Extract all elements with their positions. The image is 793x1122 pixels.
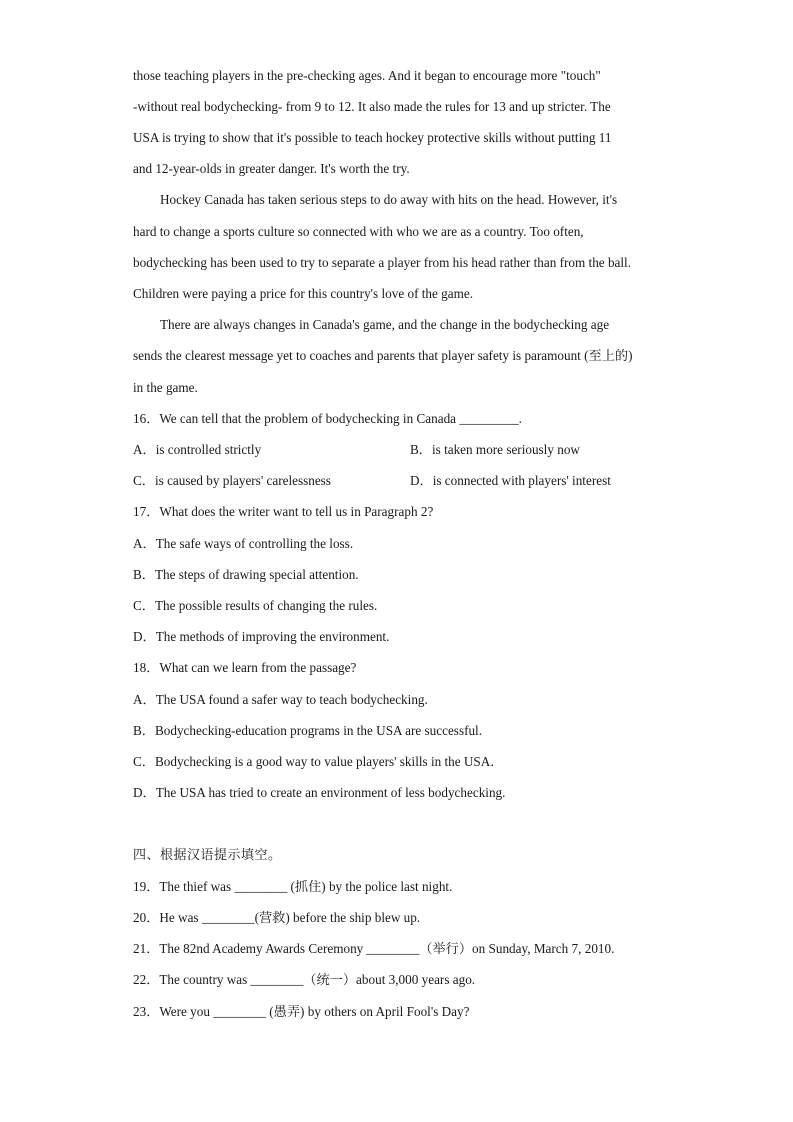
section-heading: 四、根据汉语提示填空。 — [133, 848, 282, 863]
passage-line: USA is trying to show that it's possible to teach hockey protective skills without putting 11 — [133, 130, 612, 145]
fill-in-item-22: 22．The country was ________（统一）about 3,000 years ago. — [133, 972, 476, 987]
question-18-option-b: B．Bodychecking-education programs in the USA are successful. — [133, 723, 483, 738]
question-16-option-b: B．is taken more seriously now — [410, 442, 580, 457]
fill-in-item-19: 19．The thief was ________ (抓住) by the police last night. — [133, 879, 453, 894]
question-18-option-a: A．The USA found a safer way to teach bodychecking. — [133, 692, 428, 707]
passage-line: There are always changes in Canada's game, and the change in the bodychecking age — [160, 317, 610, 332]
passage-line: sends the clearest message yet to coaches and parents that player safety is paramount (至上的) — [133, 348, 633, 363]
question-17-option-b: B．The steps of drawing special attention. — [133, 567, 359, 582]
fill-in-item-23: 23．Were you ________ (愚弄) by others on April Fool's Day? — [133, 1004, 470, 1019]
passage-line: in the game. — [133, 380, 198, 395]
passage-line: Hockey Canada has taken serious steps to do away with hits on the head. However, it's — [160, 192, 618, 207]
fill-in-item-20: 20．He was ________(营救) before the ship blew up. — [133, 910, 421, 925]
question-17-option-d: D．The methods of improving the environment. — [133, 629, 390, 644]
question-18-option-d: D．The USA has tried to create an environment of less bodychecking. — [133, 785, 506, 800]
question-16-stem: 16．We can tell that the problem of bodychecking in Canada _________. — [133, 411, 522, 426]
passage-line: hard to change a sports culture so connected with who we are as a country. Too often, — [133, 224, 584, 239]
passage-line: and 12-year-olds in greater danger. It's worth the try. — [133, 161, 410, 176]
fill-in-item-21: 21．The 82nd Academy Awards Ceremony ________（举行）on Sunday, March 7, 2010. — [133, 941, 615, 956]
question-18-stem: 18．What can we learn from the passage? — [133, 660, 357, 675]
question-16-option-d: D．is connected with players' interest — [410, 473, 611, 488]
passage-line: those teaching players in the pre-checking ages. And it began to encourage more "touch" — [133, 68, 601, 83]
passage-line: bodychecking has been used to try to separate a player from his head rather than from the ball. — [133, 255, 632, 270]
question-16-option-a: A．is controlled strictly — [133, 442, 262, 457]
question-17-option-c: C．The possible results of changing the rules. — [133, 598, 378, 613]
passage-line: -without real bodychecking- from 9 to 12. It also made the rules for 13 and up stricter. The — [133, 99, 611, 114]
question-18-option-c: C．Bodychecking is a good way to value players' skills in the USA． — [133, 754, 504, 769]
passage-line: Children were paying a price for this country's love of the game. — [133, 286, 474, 301]
question-16-option-c: C．is caused by players' carelessness — [133, 473, 331, 488]
question-17-option-a: A．The safe ways of controlling the loss. — [133, 536, 354, 551]
question-17-stem: 17．What does the writer want to tell us in Paragraph 2? — [133, 504, 434, 519]
